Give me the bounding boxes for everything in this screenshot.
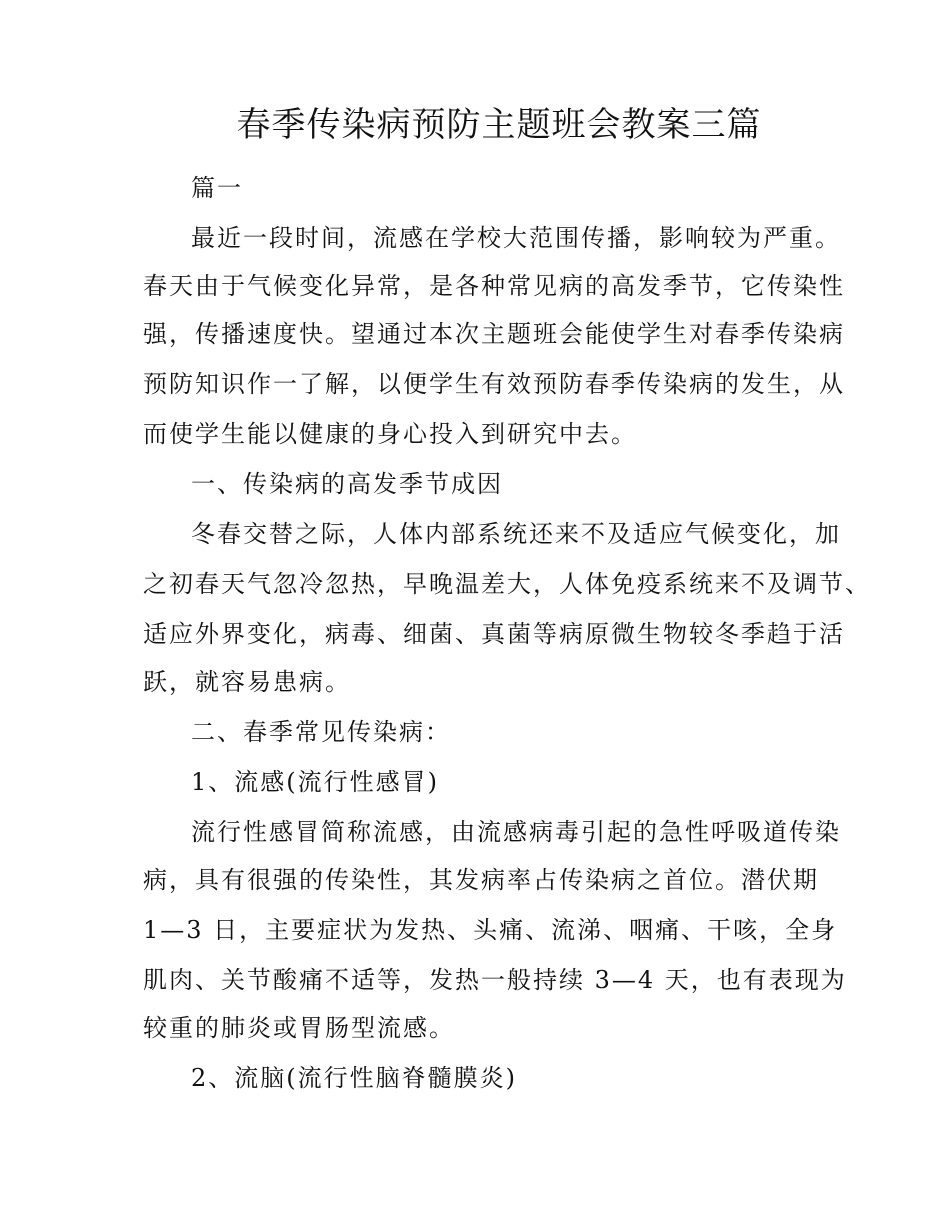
text-line: 最近一段时间，流感在学校大范围传播，影响较为严重。: [191, 224, 841, 252]
text-line: 跃，就容易患病。: [143, 668, 351, 696]
text-line: 肌肉、关节酸痛不适等，发热一般持续 3—4 天，也有表现为: [143, 966, 847, 994]
section-heading: 一、传染病的高发季节成因: [191, 470, 503, 498]
text-line: 较重的肺炎或胃肠型流感。: [143, 1014, 455, 1042]
text-line: 强，传播速度快。望通过本次主题班会能使学生对春季传染病: [143, 320, 845, 348]
text-line: 之初春天气忽冷忽热，早晚温差大，人体免疫系统来不及调节、: [143, 570, 871, 598]
text-line: 适应外界变化，病毒、细菌、真菌等病原微生物较冬季趋于活: [143, 620, 845, 648]
subsection-heading: 2、流脑(流行性脑脊髓膜炎): [191, 1064, 517, 1092]
text-line: 春天由于气候变化异常，是各种常见病的高发季节，它传染性: [143, 272, 845, 300]
text-line: 1—3 日，主要症状为发热、头痛、流涕、咽痛、干咳，全身: [143, 916, 838, 944]
text-line: 流行性感冒简称流感，由流感病毒引起的急性呼吸道传染: [191, 818, 841, 846]
document-title: 春季传染病预防主题班会教案三篇: [236, 105, 762, 145]
text-line: 预防知识作一了解，以便学生有效预防春季传染病的发生，从: [143, 370, 845, 398]
subsection-heading: 1、流感(流行性感冒): [191, 768, 439, 796]
text-line: 病，具有很强的传染性，其发病率占传染病之首位。潜伏期: [143, 866, 819, 894]
text-line: 篇一: [191, 174, 243, 202]
text-line: 而使学生能以健康的身心投入到研究中去。: [143, 420, 637, 448]
text-line: 冬春交替之际，人体内部系统还来不及适应气候变化，加: [191, 520, 841, 548]
section-heading: 二、春季常见传染病：: [191, 718, 451, 746]
